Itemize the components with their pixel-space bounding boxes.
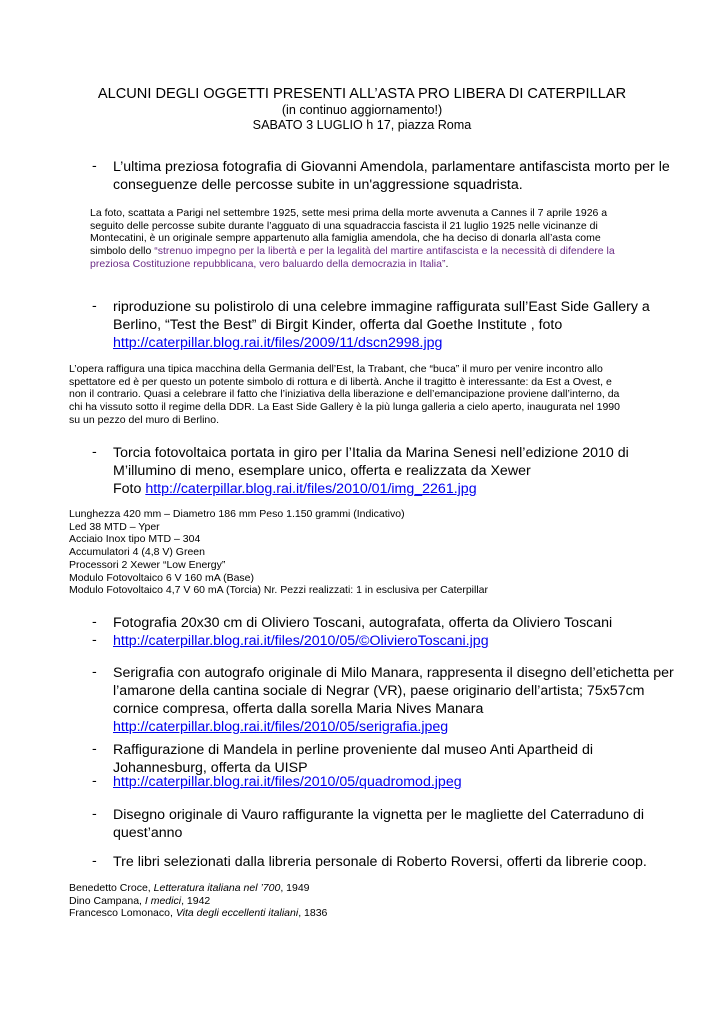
bullet-dash: - (92, 298, 97, 314)
item-amendola-description (90, 207, 615, 271)
book-entry (69, 895, 327, 908)
item-manara (113, 664, 674, 736)
desc-line (90, 245, 615, 258)
item-text-line: cornice compresa, offerta dalla sorella Maria Nives Manara (113, 701, 484, 717)
item-text-line: conseguenze delle percosse subite in un'aggressione squadrista. (113, 177, 523, 193)
book-title: Vita degli eccellenti italiani (175, 907, 299, 920)
foto-label: Foto (113, 481, 146, 497)
book-title: Letteratura italiana nel ’700 (153, 882, 281, 894)
desc-line: La foto, scattata a Parigi nel settembre 1925, sette mesi prima della morte avvenuta a Cannes il 7 aprile 1926 a (90, 207, 608, 219)
desc-line: seguito delle percosse subite durante l’agguato di una squadraccia fascista il 21 luglio 1925 nelle vicinanze di (90, 219, 598, 232)
photo-link[interactable]: http://caterpillar.blog.rai.it/files/2009/11/dscn2998.jpg (113, 335, 443, 351)
book-list (69, 882, 327, 920)
desc-line: Montecatini, è un originale sempre appartenuto alla famiglia amendola, che ha deciso di donarla all’asta come (90, 232, 601, 245)
book-author: Francesco Lomonaco, (69, 907, 176, 920)
spec-line: Lunghezza 420 mm – Diametro 186 mm Peso 1.150 grammi (Indicativo) (69, 508, 405, 520)
item-text-line: Raffigurazione di Mandela in perline proveniente dal museo Anti Apartheid di (113, 742, 594, 758)
book-year: , 1942 (181, 894, 211, 907)
item-text-line: riproduzione su polistirolo di una celebre immagine raffigurata sull’East Side Gallery a (113, 299, 650, 315)
bullet-dash: - (92, 806, 97, 822)
item-text-line: quest’anno (113, 825, 183, 841)
item-text-line: Berlino, “Test the Best” di Birgit Kinder, offerta dal Goethe Institute , foto (113, 317, 563, 333)
desc-line: su un pezzo del muro di Berlino. (69, 413, 219, 426)
item-east-side-description (69, 363, 620, 427)
quote-text: “strenuo impegno per la libertà e per la legalità del martire antifascista e la necessità di difendere la (154, 245, 615, 258)
item-mandela (113, 741, 593, 777)
book-entry (69, 882, 327, 895)
item-roversi: Tre libri selezionati dalla libreria personale di Roberto Roversi, offerti da librerie coop. (113, 854, 647, 870)
desc-text: . (445, 257, 449, 270)
quote-text: preziosa Costituzione repubblicana, vero baluardo della democrazia in Italia” (90, 257, 446, 270)
spec-line: Led 38 MTD – Yper (69, 520, 160, 533)
bullet-dash: - (92, 158, 97, 174)
item-text-line: Torcia fotovoltaica portata in giro per l’Italia da Marina Senesi nell’edizione 2010 di (113, 445, 629, 461)
item-text-line: Disegno originale di Vauro raffigurante la vignetta per le magliette del Caterraduno di (113, 807, 645, 823)
event-date: SABATO 3 LUGLIO h 17, piazza Roma (252, 118, 472, 132)
torcia-specs (69, 508, 488, 597)
desc-line (90, 258, 615, 271)
book-author: Dino Campana, (69, 894, 145, 907)
bullet-dash: - (92, 664, 97, 680)
desc-text: simbolo dello (90, 245, 155, 258)
book-year: , 1836 (298, 907, 328, 920)
bullet-dash: - (92, 741, 97, 757)
item-text-line: Johannesburg, offerta da UISP (113, 760, 308, 776)
item-text-line: L’ultima preziosa fotografia di Giovanni Amendola, parlamentare antifascista morto per le (113, 159, 670, 175)
bullet-dash: - (92, 632, 97, 648)
spec-line: Processori 2 Xewer “Low Energy” (69, 558, 226, 571)
book-year: , 1949 (280, 882, 310, 894)
bullet-dash: - (92, 444, 97, 460)
item-torcia (113, 444, 629, 498)
photo-link[interactable]: http://caterpillar.blog.rai.it/files/2010/01/img_2261.jpg (145, 481, 477, 497)
spec-line: Accumulatori 4 (4,8 V) Green (69, 546, 205, 559)
desc-line: chi ha vissuto sotto il regime della DDR. La East Side Gallery è la più lunga galleria a cielo aperto, inaugurata nel 1990 (69, 401, 620, 414)
photo-link[interactable]: http://caterpillar.blog.rai.it/files/2010/05/quadromod.jpeg (113, 774, 462, 790)
bullet-dash: - (92, 853, 97, 869)
photo-link[interactable]: http://caterpillar.blog.rai.it/files/2010/05/serigrafia.jpeg (113, 719, 449, 735)
bullet-dash: - (92, 773, 97, 789)
item-text-line: l’amarone della cantina sociale di Negrar (VR), paese originario dell’artista; 75x57cm (113, 683, 645, 699)
item-text-line: Serigrafia con autografo originale di Milo Manara, rappresenta il disegno dell’etichetta per (113, 665, 674, 681)
document-subtitle: (in continuo aggiornamento!) (281, 103, 443, 117)
photo-link[interactable]: http://caterpillar.blog.rai.it/files/2010/05/©OlivieroToscani.jpg (113, 633, 489, 649)
item-text-line: M’illumino di meno, esemplare unico, offerta e realizzata da Xewer (113, 463, 531, 479)
desc-line: spettatore ed è per questo un potente simbolo di rottura e di libertà. Anche il tragitto è interessante: da Est a Ovest, e (69, 375, 612, 388)
spec-line: Modulo Fotovoltaico 4,7 V 60 mA (Torcia) Nr. Pezzi realizzati: 1 in esclusiva per Caterpillar (69, 584, 489, 597)
book-title: I medici (144, 894, 182, 907)
book-author: Benedetto Croce, (69, 882, 154, 894)
document-title: ALCUNI DEGLI OGGETTI PRESENTI ALL’ASTA PRO LIBERA DI CATERPILLAR (97, 86, 627, 102)
book-entry (69, 907, 327, 920)
bullet-dash: - (92, 614, 97, 630)
item-toscani: Fotografia 20x30 cm di Oliviero Toscani, autografata, offerta da Oliviero Toscani (113, 615, 613, 631)
spec-line: Acciaio Inox tipo MTD – 304 (69, 533, 201, 546)
item-east-side-gallery (113, 298, 650, 352)
item-text-line (113, 480, 629, 498)
item-amendola (113, 158, 670, 194)
desc-line: L’opera raffigura una tipica macchina della Germania dell’Est, la Trabant, che “buca” il muro per venire incontro allo (69, 363, 603, 375)
desc-line: non il contrario. Quasi a celebrare il fatto che l’iniziativa della liberazione e dell’emancipazione proviene dall’interno, da (69, 388, 620, 401)
item-vauro (113, 806, 644, 842)
spec-line: Modulo Fotovoltaico 6 V 160 mA (Base) (69, 571, 255, 584)
